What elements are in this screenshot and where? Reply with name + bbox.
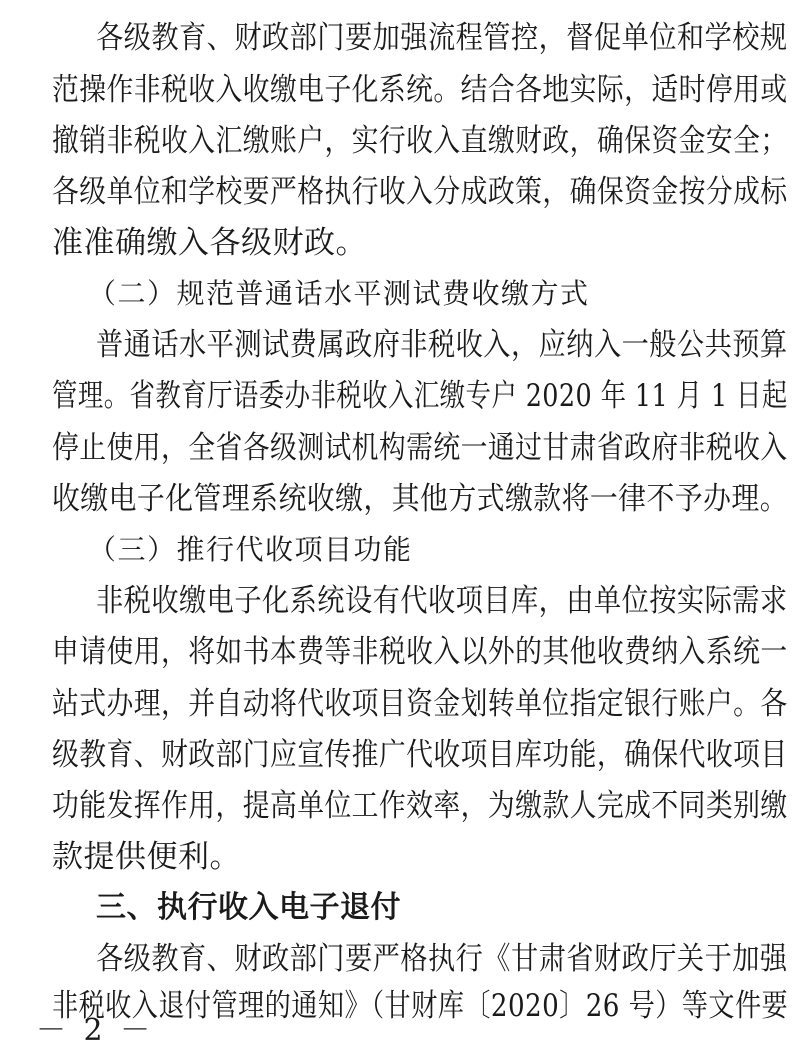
body-line: 各级单位和学校要严格执行收入分成政策，确保资金按分成标 bbox=[52, 174, 788, 210]
body-line: 范操作非税收入收缴电子化系统。结合各地实际，适时停用或 bbox=[52, 72, 788, 108]
body-line: 非税收缴电子化系统设有代收项目库，由单位按实际需求 bbox=[96, 583, 788, 619]
body-line: 准准确缴入各级财政。 bbox=[52, 225, 367, 261]
body-line: 收缴电子化管理系统收缴，其他方式缴款将一律不予办理。 bbox=[52, 481, 789, 517]
body-line: 级教育、财政部门应宣传推广代收项目库功能，确保代收项目 bbox=[52, 737, 788, 773]
subsection-heading: （三）推行代收项目功能 bbox=[88, 533, 413, 566]
section-heading: 三、执行收入电子退付 bbox=[96, 890, 401, 925]
body-line: 站式办理，并自动将代收项目资金划转单位指定银行账户。各 bbox=[52, 686, 788, 722]
body-line: 各级教育、财政部门要加强流程管控，督促单位和学校规 bbox=[96, 20, 788, 56]
body-line: 功能发挥作用，提高单位工作效率，为缴款人完成不同类别缴 bbox=[52, 788, 788, 824]
page-number: － 2 － bbox=[36, 1013, 155, 1048]
body-line: 非税收入退付管理的通知》（甘财库〔2020〕26 号）等文件要 bbox=[52, 988, 789, 1024]
body-line: 款提供便利。 bbox=[52, 839, 241, 875]
body-line: 各级教育、财政部门要严格执行《甘肃省财政厅关于加强 bbox=[96, 941, 788, 977]
subsection-heading: （二）规范普通话水平测试费收缴方式 bbox=[88, 277, 590, 310]
body-line: 管理。省教育厅语委办非税收入汇缴专户 2020 年 11 月 1 日起 bbox=[52, 378, 788, 414]
body-line: 申请使用，将如书本费等非税收入以外的其他收费纳入系统一 bbox=[52, 634, 788, 670]
body-line: 普通话水平测试费属政府非税收入，应纳入一般公共预算 bbox=[96, 327, 788, 363]
body-line: 停止使用，全省各级测试机构需统一通过甘肃省政府非税收入 bbox=[52, 430, 788, 466]
body-line: 撤销非税收入汇缴账户，实行收入直缴财政，确保资金安全； bbox=[52, 123, 788, 159]
